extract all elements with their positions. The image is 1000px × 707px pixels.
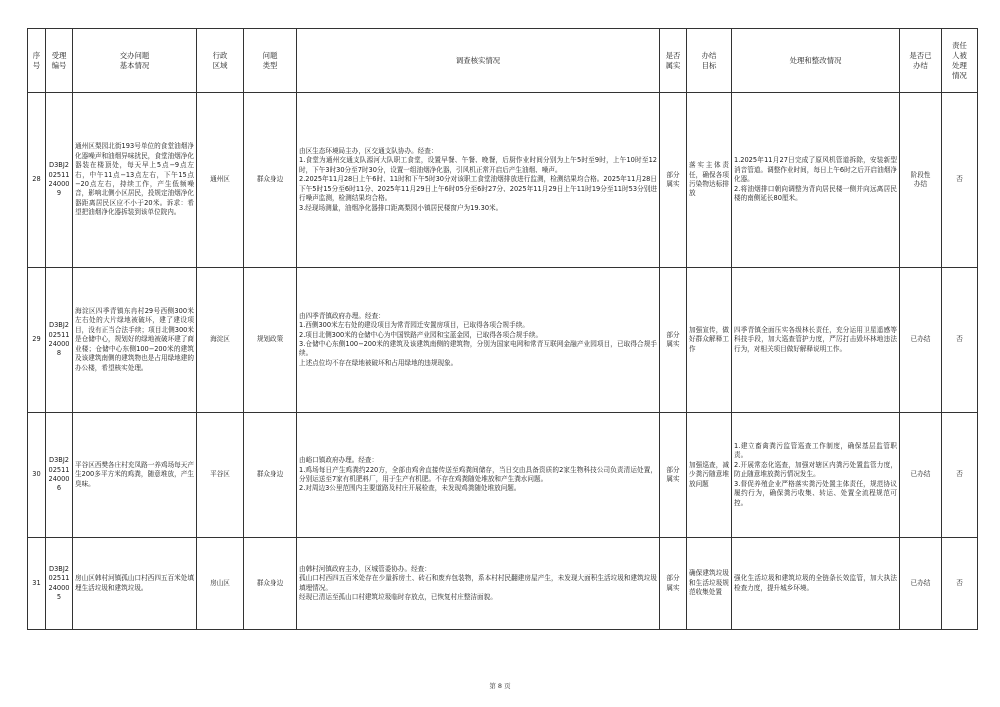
header-completed: 是否已 办结 [900, 29, 942, 93]
table-row [28, 538, 978, 630]
cell-goal: 加强宣传，做好群众解释工作 [687, 268, 732, 413]
cell-type: 规划政策 [244, 268, 297, 413]
cell-rectification: 四季青镇全面压实各级林长责任，充分运用卫星遥感等科技手段，加大巡查管护力度，严厉打击毁坏林地违法行为，对相关项目做好解释说明工作。 [732, 268, 900, 413]
cell-completed: 已办结 [900, 268, 942, 413]
cell-verified: 部分 属实 [660, 413, 687, 538]
cell-investigation: 由峪口镇政府办理。经查： 1.鸡场每日产生鸡粪约220方，全部由鸡舍直接传送至鸡粪间储存，当日交由具备资质的2家生物科技公司负责清运处置，分别运送至7家有机肥料厂，用于生产有机肥。不存在鸡粪随处堆放和产生粪水问题。 2.对周边3公里范围内主要道路及村庄开展检查，未发现鸡粪随处堆放问题。 [297, 413, 660, 538]
cell-seq: 31 [28, 538, 46, 630]
cell-seq: 30 [28, 413, 46, 538]
cell-accountability: 否 [942, 538, 978, 630]
cell-completed: 已办结 [900, 413, 942, 538]
cell-type: 群众身边 [244, 538, 297, 630]
supervision-table [27, 28, 978, 630]
header-accountability: 责任 人被 处理 情况 [942, 29, 978, 93]
cell-verified: 部分 属实 [660, 93, 687, 268]
cell-district: 通州区 [197, 93, 244, 268]
cell-accountability: 否 [942, 413, 978, 538]
header-accept-id: 受理 编号 [46, 29, 73, 93]
header-goal: 办结 目标 [687, 29, 732, 93]
cell-problem: 海淀区四季青镇东冉村29号西侧300米左右处的大片绿地被破坏，建了建设项目，没有正当合法手续；项目北侧300米是仓储中心，规划好的绿地被破坏建了商业楼；仓储中心东侧100−200米的建筑及该建筑南侧的建筑物也是占用绿地建的办公楼，希望核实处理。 [73, 268, 197, 413]
cell-verified: 部分 属实 [660, 268, 687, 413]
cell-accept-id: D3BJ2 02511 24000 8 [46, 268, 73, 413]
cell-district: 海淀区 [197, 268, 244, 413]
cell-accept-id: D3BJ2 02511 24000 9 [46, 93, 73, 268]
cell-accountability: 否 [942, 268, 978, 413]
cell-goal: 确保建筑垃圾和生活垃圾规范收集处置 [687, 538, 732, 630]
cell-goal: 加强巡查，减少粪污随意堆放问题 [687, 413, 732, 538]
header-type: 问题 类型 [244, 29, 297, 93]
header-row [28, 29, 978, 93]
header-problem: 交办问题 基本情况 [73, 29, 197, 93]
cell-accountability: 否 [942, 93, 978, 268]
header-investigation: 调查核实情况 [297, 29, 660, 93]
table-row [28, 413, 978, 538]
cell-rectification: 强化生活垃圾和建筑垃圾的全链条长效监管，加大执法检查力度，提升城乡环境。 [732, 538, 900, 630]
table-row [28, 93, 978, 268]
cell-verified: 部分 属实 [660, 538, 687, 630]
table-row [28, 268, 978, 413]
cell-type: 群众身边 [244, 93, 297, 268]
cell-rectification: 1.2025年11月27日完成了原风机管道拆除，安装新型消音管道。调整作业时间，每日上午6时之后开启油烟净化器。 2.将油烟排口朝向调整为背向居民楼一侧并向远离居民楼的南侧延长80厘米。 [732, 93, 900, 268]
cell-completed: 阶段性 办结 [900, 93, 942, 268]
header-seq: 序 号 [28, 29, 46, 93]
cell-investigation: 由四季青镇政府办理。经查： 1.西侧300米左右处的建设项目为常青园迁安置房项目，已取得各项合规手续。 2.项目北侧300米的仓储中心为中国铁路产业园和宝蓝金园，已取得各项合规手续。 3.仓储中心东侧100−200米的建筑及该建筑南侧的建筑物，分别为国家电网和常青互联网金融产业园项目，已取得合规手续。 上述点位均不存在绿地被破坏和占用绿地的违规现象。 [297, 268, 660, 413]
cell-seq: 29 [28, 268, 46, 413]
cell-district: 平谷区 [197, 413, 244, 538]
cell-problem: 通州区梨园北街193号单位的食堂油烟净化器噪声和油烟异味扰民，食堂油烟净化器装在楼顶处，每天早上5点−9点左右，中午11点−13点左右，下午15点−20点左右，持续工作，产生低频噪音，影响北侧小区居民，投规定油烟净化器距离居民区应不小于20米。诉求：希望把油烟净化器拆装到该单位院内。 [73, 93, 197, 268]
cell-accept-id: D3BJ2 02511 24000 6 [46, 413, 73, 538]
cell-rectification: 1.建立畜禽粪污监管巡查工作制度，确保基层监管职责。 2.开展常态化巡查，加强对辖区内粪污处置监管力度，防止随意堆放粪污情况发生。 3.督促养殖企业严格落实粪污处置主体责任，规范协议履约行为，确保粪污收集、转运、处置全流程规范可控。 [732, 413, 900, 538]
cell-investigation: 由区生态环境局主办，区交通支队协办。经查： 1.食堂为通州交通支队源河大队职工食堂，设置早餐、午餐、晚餐，后厨作业时间分别为上午5时至9时，上午10时至12时，下午3时30分至7时30分，设置一组油烟净化器，引风机正常开启后产生油烟、噪声。 2.2025年11月28日上午6时、11时和下午5时30分对该职工食堂油烟排放进行监测，检测结果均合格。2025年11月28日下午5时15分至6时11分、2025年11月29日上午6时05分至6时27分、2025年11月29日上午11时19分至11时53分别进行噪声监测，检测结果均合格。 3.经现场测量，油烟净化器排口距离梨园小镇居民楼窗户为19.30米。 [297, 93, 660, 268]
cell-accept-id: D3BJ2 02511 24000 5 [46, 538, 73, 630]
cell-goal: 落实主体责任，确保各项污染物达标排放 [687, 93, 732, 268]
header-rectification: 处理和整改情况 [732, 29, 900, 93]
cell-problem: 平谷区西樊各庄村充凤路一养鸡场每天产生200多平方米的鸡粪，随意堆放，产生臭味。 [73, 413, 197, 538]
page-number: 第 8 页 [489, 682, 511, 690]
cell-investigation: 由韩村河镇政府主办，区城管委协办。经查： 孤山口村西四五百米处存在少量拆房土、砖石和废弃包装物，系本村村民翻建房屋产生，未发现大面积生活垃圾和建筑垃圾填埋情况。 经现已清运至孤山口村建筑垃圾临时存放点，已恢复村庄整洁面貌。 [297, 538, 660, 630]
cell-completed: 已办结 [900, 538, 942, 630]
cell-district: 房山区 [197, 538, 244, 630]
header-verified: 是否 属实 [660, 29, 687, 93]
header-district: 行政 区域 [197, 29, 244, 93]
cell-problem: 房山区韩村河镇孤山口村西四五百米处填埋生活垃圾和建筑垃圾。 [73, 538, 197, 630]
cell-seq: 28 [28, 93, 46, 268]
cell-type: 群众身边 [244, 413, 297, 538]
